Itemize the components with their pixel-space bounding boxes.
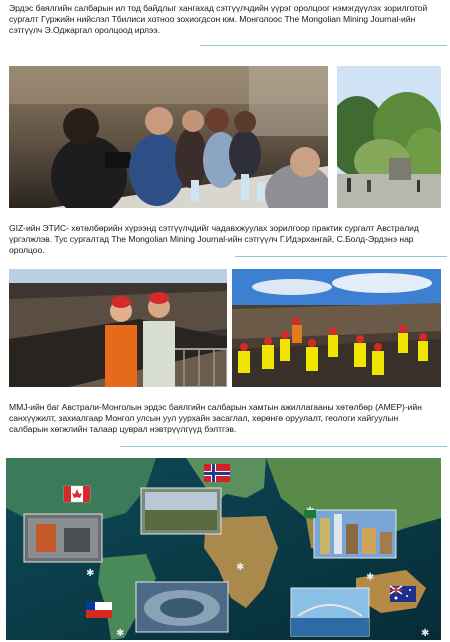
chile-flag-icon bbox=[86, 602, 112, 618]
article-paragraph-australia-training: GIZ-ийн ЭТИС- хөтөлбөрийн хүрээнд сэтгүүлчдийг чадавхжуулах зорилгоор практик сургалт Австралид үргэлжлэв. Тус сургалтад The Mongolian Mining Journal-ийн сэтгүүлч Г.Идэрхангай, С.Болд-Эрдэнэ нар оролцоо. bbox=[9, 223, 419, 256]
svg-text:✱: ✱ bbox=[116, 628, 125, 639]
photo-journalists-at-mine-overlook bbox=[9, 269, 227, 387]
divider-line bbox=[120, 446, 447, 447]
saudi-marker-icon bbox=[304, 510, 316, 518]
inset-photo-bridge bbox=[291, 588, 369, 636]
divider-line bbox=[200, 45, 447, 46]
photo-journalists-at-training-table bbox=[9, 66, 328, 208]
svg-text:✱: ✱ bbox=[366, 572, 375, 583]
svg-text:✱: ✱ bbox=[421, 628, 430, 639]
photo-group-at-open-pit-mine bbox=[232, 269, 441, 387]
world-map-collage bbox=[6, 458, 441, 640]
canada-flag-icon bbox=[64, 486, 90, 502]
photo-tbilisi-park bbox=[337, 66, 441, 208]
article-paragraph-amep-broadcasts: ММJ-ийн баг Австрали-Монголын эрдэс баялгийн салбарын хамтын ажиллагааны хөтөлбөр (AMEP)-ийн санхүүжилт, захиалгаар Монгол улсын уул уурхайн засаглал, хөрөнгө оруулалт, геологи хайгуулын салбарын хөгжлийн талаар цуврал нэвтрүүлгүүд бэлтгэв. bbox=[9, 402, 422, 435]
inset-photo-city-skyline bbox=[314, 510, 396, 558]
australia-flag-icon bbox=[390, 586, 416, 602]
inset-photo-mine-site bbox=[141, 488, 221, 534]
norway-flag-icon bbox=[204, 464, 230, 482]
svg-text:✱: ✱ bbox=[236, 562, 245, 573]
inset-photo-aerial-pit bbox=[136, 582, 228, 632]
inset-photo-factory bbox=[24, 514, 102, 562]
divider-line bbox=[235, 256, 447, 257]
article-paragraph-georgia-training: Эрдэс баялгийн салбарын ил тод байдлыг хангахад сэтгүүлчдийн үүрэг оролцоог нэмэгдүүлэх зорилготой сургалт Гүржийн нийслэл Тбилиси хотноо зохиогдсон юм. Монголоос The Mongolian Mining Journal-ийн сэтгүүлч Э.Оджаргал оролцоод ирлээ. bbox=[9, 3, 428, 36]
svg-text:✱: ✱ bbox=[86, 568, 95, 579]
